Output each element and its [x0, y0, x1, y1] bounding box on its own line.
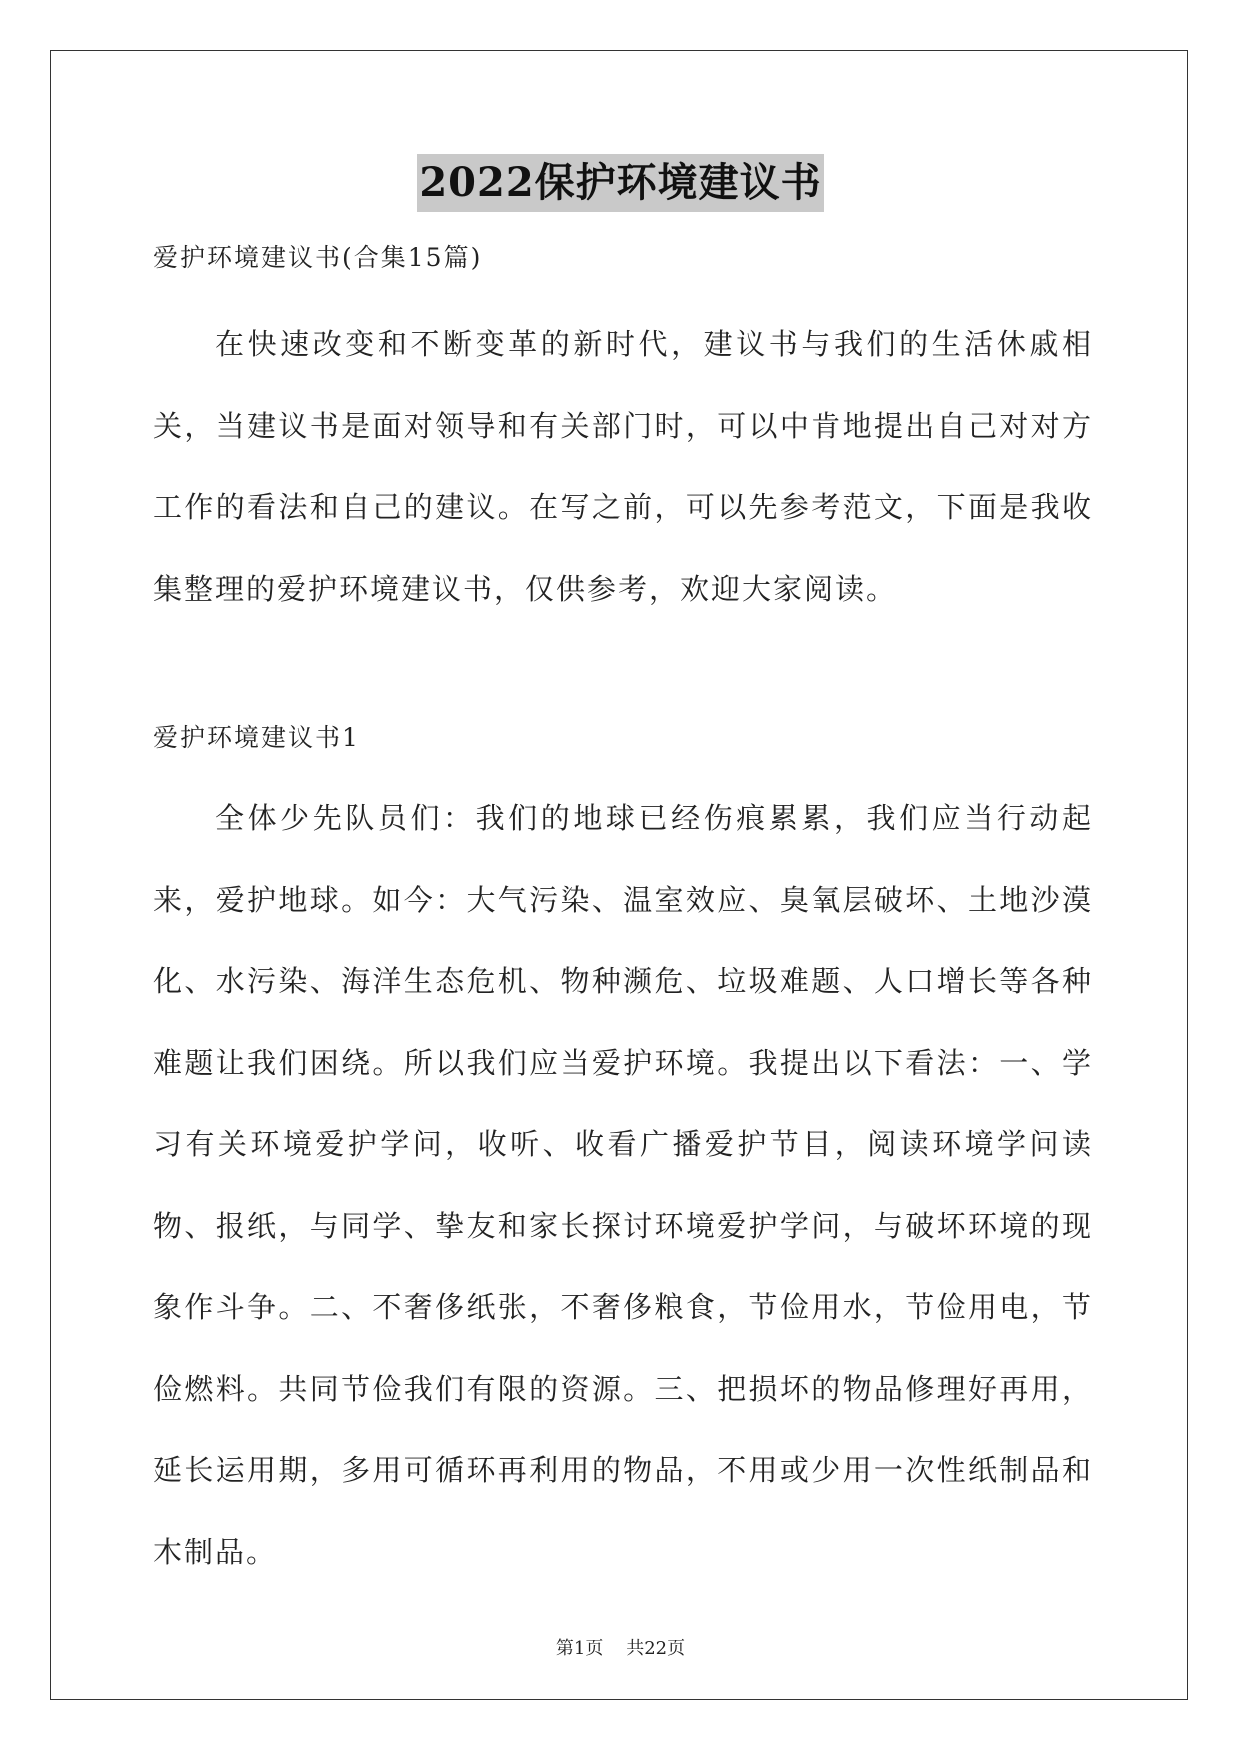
document-title: 2022保护环境建议书 [417, 154, 823, 212]
section-heading: 爱护环境建议书1 [153, 723, 360, 752]
page-footer: 第1页 共22页 [555, 1638, 686, 1659]
section-body: 全体少先队员们：我们的地球已经伤痕累累，我们应当行动起来，爱护地球。如今：大气污染、温室效应、臭氧层破坏、土地沙漠化、水污染、海洋生态危机、物种濒危、垃圾难题、人口增长等各种难题让我们困绕。所以我们应当爱护环境。我提出以下看法：一、学习有关环境爱护学问，收听、收看广播爱护节目，阅读环境学问读物、报纸，与同学、挚友和家长探讨环境爱护学问，与破坏环境的现象作斗争。二、不奢侈纸张，不奢侈粮食，节俭用水，节俭用电，节俭燃料。共同节俭我们有限的资源。三、把损坏的物品修理好再用，延长运用期，多用可循环再利用的物品，不用或少用一次性纸制品和木制品。 [153, 801, 1093, 1569]
intro-paragraph: 在快速改变和不断变革的新时代，建议书与我们的生活休戚相关，当建议书是面对领导和有关部门时，可以中肯地提出自己对对方工作的看法和自己的建议。在写之前，可以先参考范文，下面是我收集整理的爱护环境建议书，仅供参考，欢迎大家阅读。 [153, 327, 1093, 606]
title-container [0, 154, 1241, 212]
document-body [153, 240, 1093, 1593]
document-subtitle: 爱护环境建议书(合集15篇) [153, 243, 483, 272]
